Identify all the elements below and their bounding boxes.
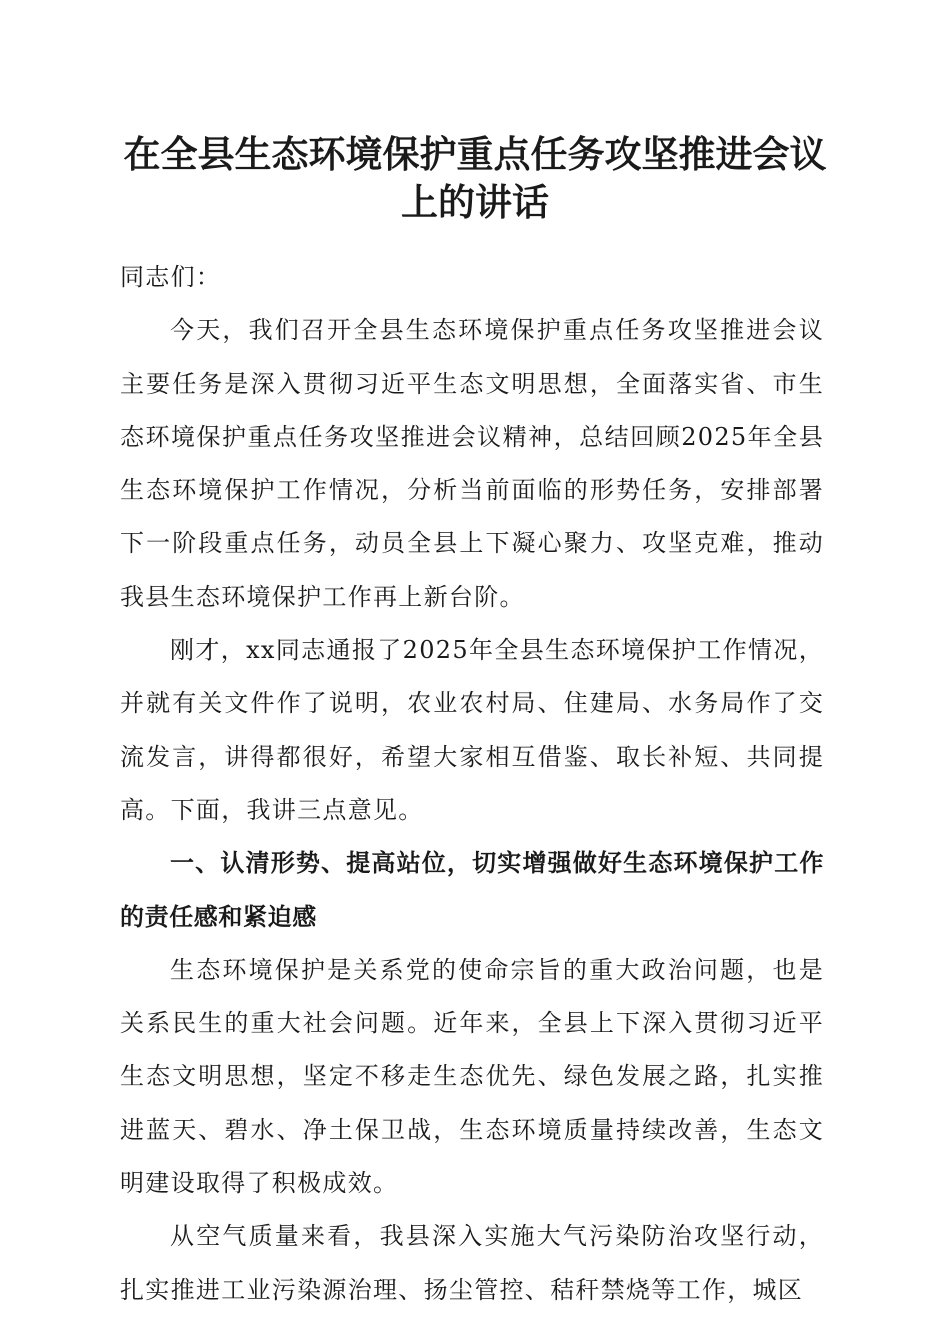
section-heading-1: 一、认清形势、提高站位，切实增强做好生态环境保护工作的责任感和紧迫感 [120,849,824,931]
paragraph-opening: 今天，我们召开全县生态环境保护重点任务攻坚推进会议主要任务是深入贯彻习近平生态文明思想，全面落实省、市生态环境保护重点任务攻坚推进会议精神，总结回顾2025年全县生态环境保护工作情况，分析当前面临的形势任务，安排部署下一阶段重点任务，动员全县上下凝心聚力、攻坚克难，推动我县生态环境保护工作再上新台阶。 [120,316,824,611]
salutation: 同志们： [120,263,222,291]
paragraph-air-quality: 从空气质量来看，我县深入实施大气污染防治攻坚行动，扎实推进工业污染源治理、扬尘管控、秸秆禁烧等工作，城区 [120,1222,824,1304]
document-body [120,251,824,1317]
paragraph-review: 刚才，xx同志通报了2025年全县生态环境保护工作情况，并就有关文件作了说明，农业农村局、住建局、水务局作了交流发言，讲得都很好，希望大家相互借鉴、取长补短、共同提高。下面，我讲三点意见。 [120,636,824,824]
document-title: 在全县生态环境保护重点任务攻坚推进会议上的讲话 [123,132,827,224]
paragraph-section-intro: 生态环境保护是关系党的使命宗旨的重大政治问题，也是关系民生的重大社会问题。近年来，全县上下深入贯彻习近平生态文明思想，坚定不移走生态优先、绿色发展之路，扎实推进蓝天、碧水、净土保卫战，生态环境质量持续改善，生态文明建设取得了积极成效。 [120,955,824,1198]
